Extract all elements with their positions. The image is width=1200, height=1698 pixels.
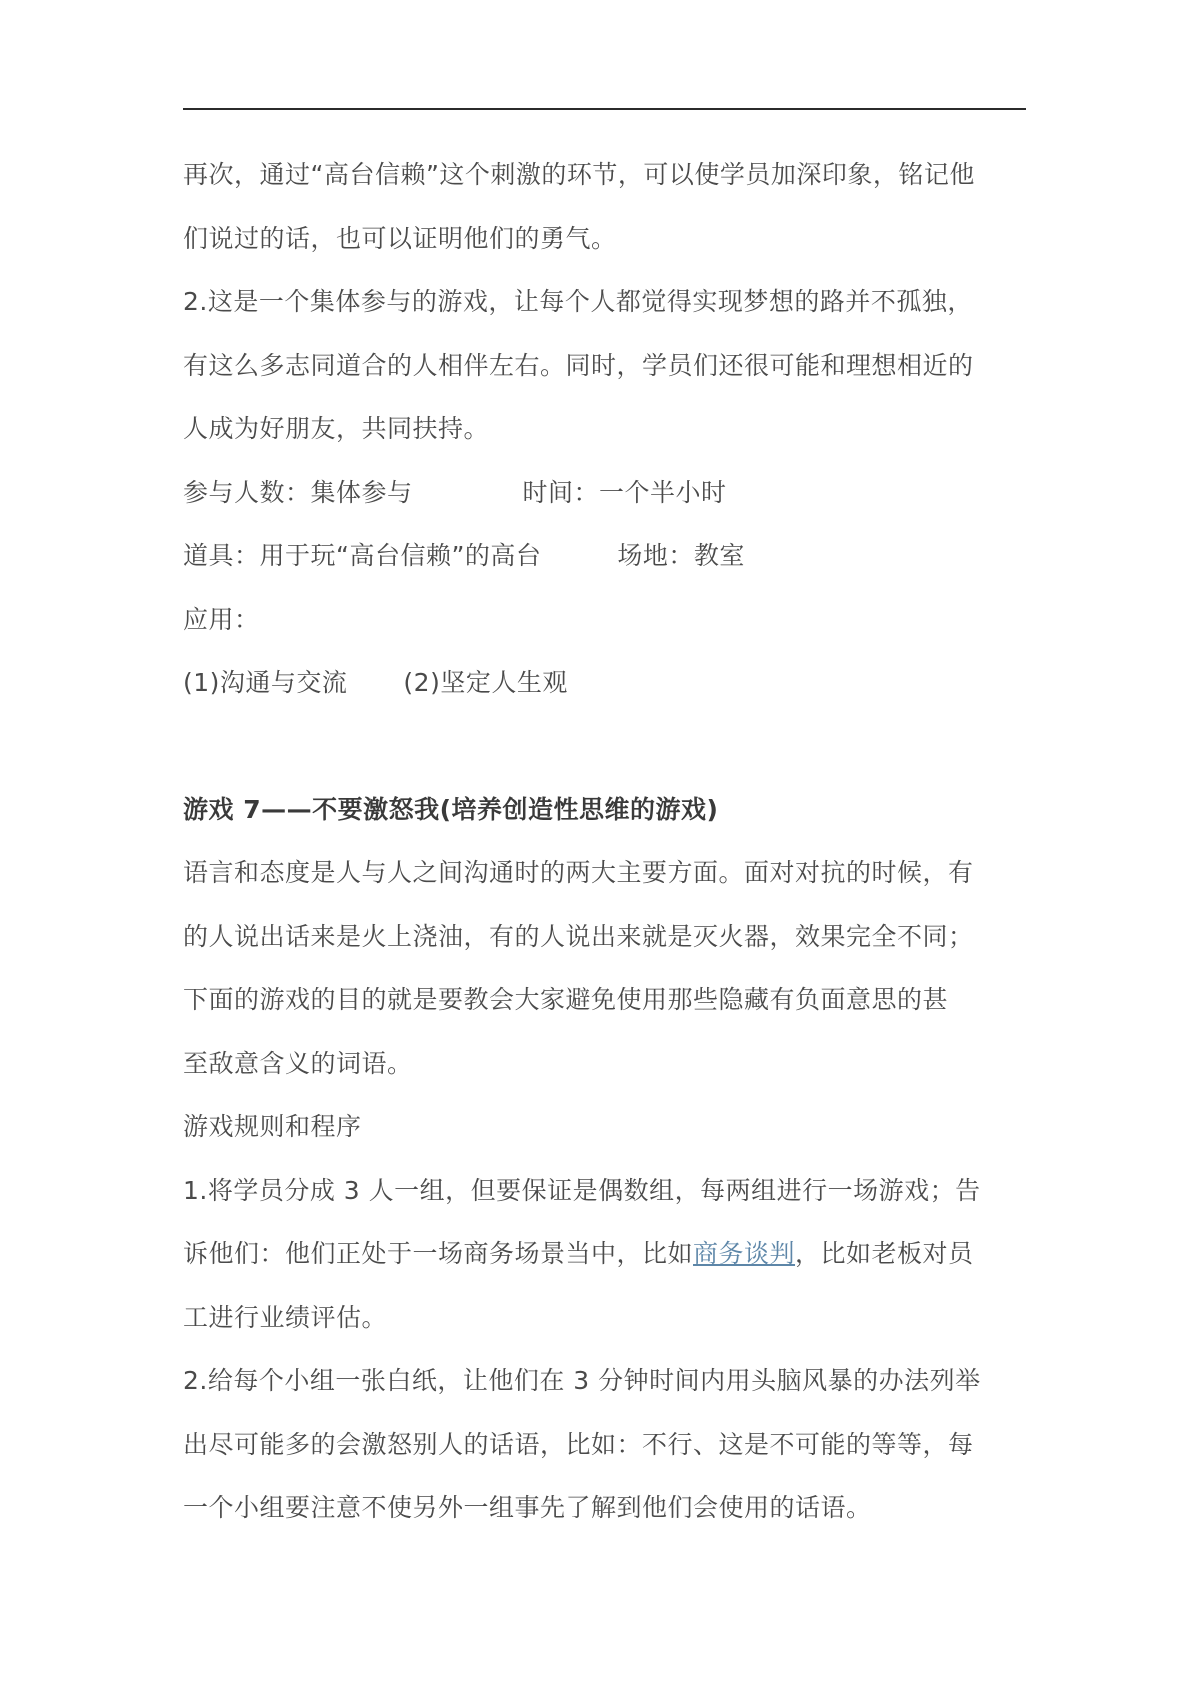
paragraph-line: 出尽可能多的会激怒别人的话语，比如：不行、这是不可能的等等，每 — [183, 1429, 974, 1459]
props-venue-line — [183, 536, 1026, 600]
paragraph-line: 们说过的话，也可以证明他们的勇气。 — [183, 223, 617, 253]
application-items — [183, 663, 1026, 727]
props-text: 道具：用于玩“高台信赖”的高台 — [183, 541, 542, 570]
participants-time-line — [183, 473, 1026, 537]
paragraph-line: 工进行业绩评估。 — [183, 1302, 388, 1332]
paragraph-line-with-link — [183, 1234, 1026, 1298]
section-gap — [183, 727, 1026, 790]
header-rule — [183, 108, 1026, 110]
paragraph-line: 语言和态度是人与人之间沟通时的两大主要方面。面对对抗的时候，有 — [183, 858, 974, 887]
business-negotiation-link[interactable]: 商务谈判 — [693, 1239, 796, 1268]
paragraph-line: 2.这是一个集体参与的游戏，让每个人都觉得实现梦想的路并不孤独， — [183, 287, 973, 316]
paragraph-line: 一个小组要注意不使另外一组事先了解到他们会使用的话语。 — [183, 1493, 872, 1522]
application-item-2: (2)坚定人生观 — [403, 668, 568, 697]
document-body — [183, 155, 1026, 1552]
time-text: 时间：一个半小时 — [522, 477, 727, 507]
paragraph-line: 人成为好朋友，共同扶持。 — [183, 414, 490, 443]
text-after-link: ，比如老板对员 — [795, 1239, 974, 1268]
paragraph-line: 再次，通过“高台信赖”这个刺激的环节，可以使学员加深印象，铭记他 — [183, 160, 975, 189]
paragraph-line: 下面的游戏的目的就是要教会大家避免使用那些隐藏有负面意思的甚 — [183, 985, 949, 1014]
participants-text: 参与人数：集体参与 — [183, 477, 413, 507]
paragraph-line: 有这么多志同道合的人相伴左右。同时，学员们还很可能和理想相近的 — [183, 350, 974, 380]
paragraph-line: 至敌意含义的词语。 — [183, 1048, 413, 1078]
text-before-link: 诉他们：他们正处于一场商务场景当中，比如 — [183, 1239, 694, 1268]
paragraph-line: 2.给每个小组一张白纸，让他们在 3 分钟时间内用头脑风暴的办法列举 — [183, 1366, 981, 1395]
paragraph-line: 1.将学员分成 3 人一组，但要保证是偶数组，每两组进行一场游戏；告 — [183, 1175, 981, 1205]
section-heading: 游戏 7——不要激怒我(培养创造性思维的游戏) — [183, 794, 719, 824]
application-item-1: (1)沟通与交流 — [183, 668, 348, 697]
paragraph-line: 的人说出话来是火上浇油，有的人说出来就是灭火器，效果完全不同； — [183, 921, 974, 951]
venue-text: 场地：教室 — [617, 541, 745, 570]
rules-title: 游戏规则和程序 — [183, 1112, 362, 1141]
application-label: 应用： — [183, 604, 260, 634]
